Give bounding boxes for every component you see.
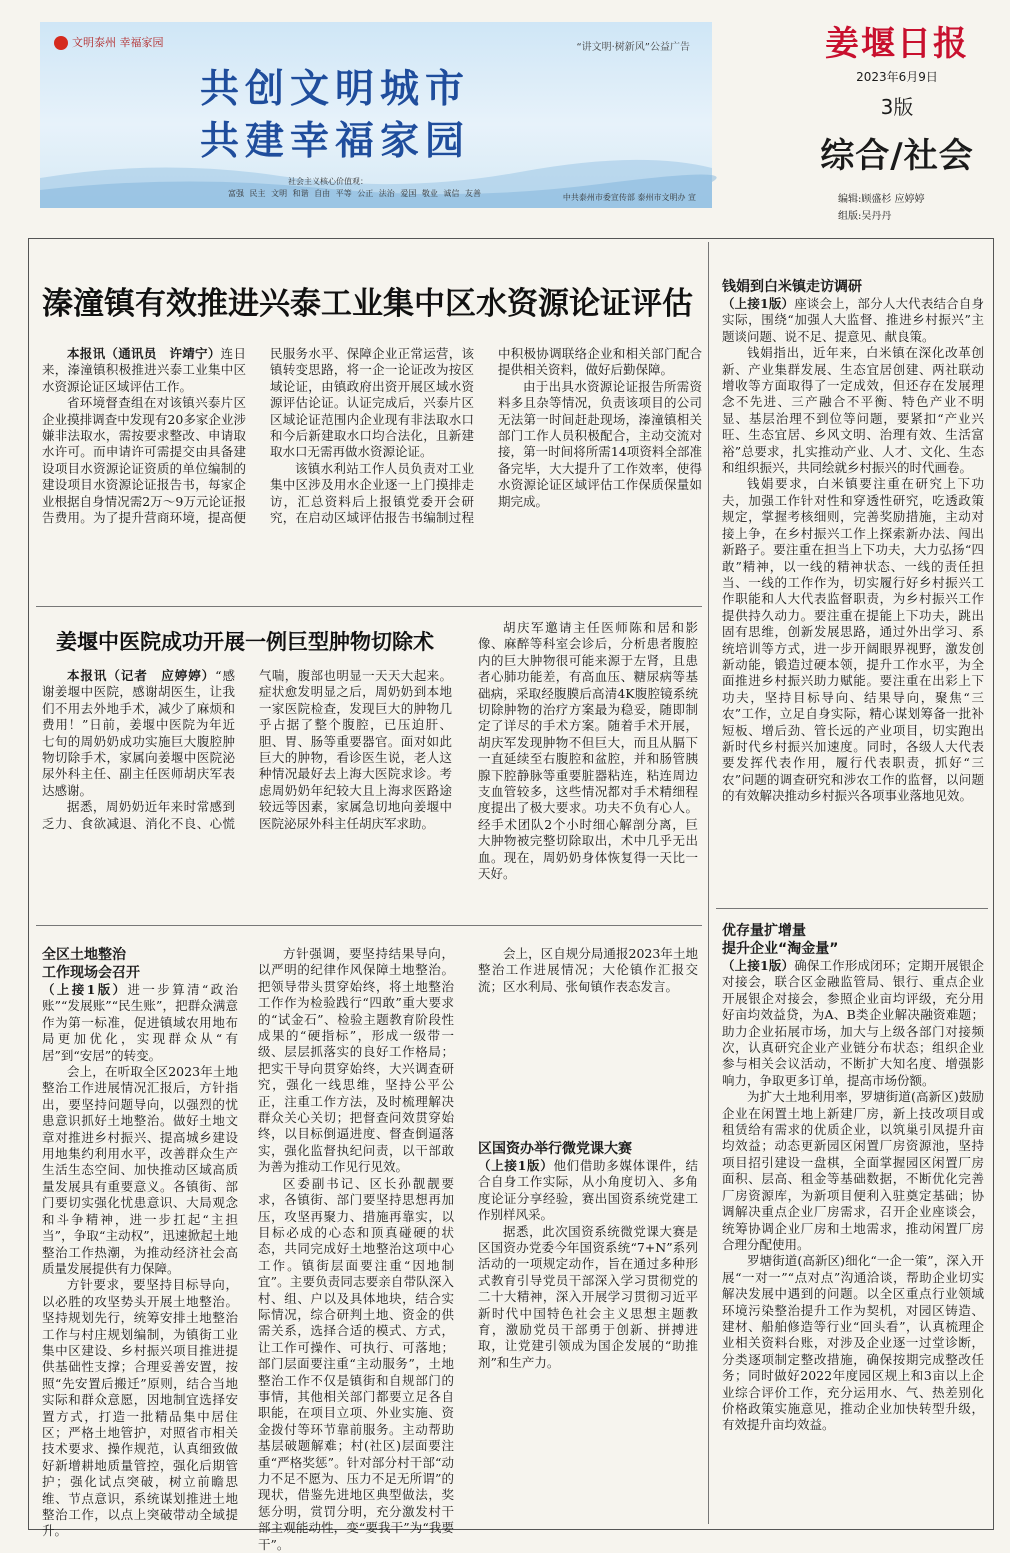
article4-headline: 区国资办举行微党课大赛 bbox=[478, 1141, 632, 1157]
page-number: 3版 bbox=[880, 95, 914, 119]
article6-title bbox=[722, 922, 984, 958]
article4-paragraph: 据悉，此次国资系统微党课大赛是区国资办党委今年国资系统“7+N”系列活动的一项规定动作，旨在通过多种形式教育引导党员干部深入学习贯彻党的二十大精神，深入开展学习贯彻习近平新时代中国特色社会主义思想主题教育，激励党员干部勇于创新、拼搏进取，让党建引领成为国企发展的“助推剂”和生产力。 bbox=[478, 1223, 698, 1370]
article3-paragraph: 方针要求，要坚持目标导向，以必胜的攻坚势头开展土地整治。坚持规划先行，统筹安排土地整治工作与村庄规划编制，为镇街工业集中区建设、乡村振兴项目推进提供基础性支撑；合理妥善安置，按照“先安置后搬迁”原则，结合当地实际和群众意愿，因地制宜选择安置方式，打造一批精品集中居住区；严格土地管护，对照省市相关技术要求、操作规范，认真细致做好新增耕地质量管控，强化后期管护；强化试点突破，树立前瞻思维、节点意识，系统谋划推进土地整治工作，以点上突破带动全域提升。 bbox=[42, 1277, 238, 1539]
article6-column bbox=[722, 922, 984, 1518]
side-divider bbox=[716, 908, 988, 909]
banner-logo-text: 文明泰州 幸福家园 bbox=[72, 36, 164, 49]
article2-paragraph: 据悉，周奶奶近年来时常感到乏力、食欲减退、消化不良、心慌气喘，腹部也明显一天天大起来。症状愈发明显之后，周奶奶到本地一家医院检查，发现巨大的肿物几乎占据了整个腹腔，已压迫肝、胆、胃、肠等重要器官。面对如此巨大的肿物，看诊医生说，老人这种情况最好去上海大医院求诊。考虑周奶奶年纪较大且上海求医路途较远等因素，家属急切地向姜堰中医院泌尿外科主任胡庆军求助。 bbox=[42, 668, 452, 831]
article3-body-c bbox=[478, 946, 698, 1124]
article1-body bbox=[42, 346, 702, 578]
article4-paragraph: （上接1版）他们借助多媒体课件，结合自身工作实际，从小角度切入、多角度论证分享经验，赛出国资系统党建工作别样风采。 bbox=[478, 1158, 698, 1223]
issue-date: 2023年6月9日 bbox=[856, 70, 938, 84]
article5-paragraph: 钱娟指出，近年来，白米镇在深化改革创新、产业集群发展、生态宜居创建、两社联动增收等方面取得了一定成效，但还存在发展理念不先进、三产融合不平衡、特色产业不明显、基层治理不到位等问题，要紧扣“产业兴旺、生态宜居、乡风文明、治理有效、生活富裕”总要求，扎实推动产业、人才、文化、生态和组织振兴，共同绘就乡村振兴的时代画卷。 bbox=[722, 345, 984, 476]
article3-title-line1: 全区土地整治 bbox=[42, 947, 126, 963]
article5-paragraph: （上接1版）座谈会上，部分人大代表结合自身实际，围绕“加强人大监督、推进乡村振兴”主题谈问题、说不足、提意见、献良策。 bbox=[722, 296, 984, 344]
article1-paragraph: 由于出具水资源论证报告所需资料多且杂等情况，负责该项目的公司无法第一时间赶赴现场，溱潼镇相关部门工作人员积极配合，主动交流对接，第一时间将所需14项资料全部准备完毕，大大提升了工作效率，使得水资源论证区域评估工作保质保量如期完成。 bbox=[498, 378, 702, 509]
banner-values-title: 社会主义核心价值观： bbox=[288, 177, 368, 186]
article1-headline: 溱潼镇有效推进兴泰工业集中区水资源论证评估 bbox=[42, 286, 693, 322]
banner-ad-tag: “讲文明·树新风”公益广告 bbox=[576, 42, 690, 53]
article6-paragraph: 为扩大土地利用率，罗塘街道(高新区)鼓励企业在闲置土地上新建厂房，新上技改项目或租赁给有需求的优质企业，以筑巢引凤提升亩均效益；动态更新园区闲置厂房资源池，坚持项目招引建设一盘棋，全面掌握园区闲置厂房面积、层高、租金等基础数据，不断优化完善厂房资源库，为新项目便利入驻奠定基础；协调解决重点企业厂房需求，召开企业座谈会，统筹协调企业厂房和土地需求，推动闲置厂房合理分配使用。 bbox=[722, 1089, 984, 1252]
article3-lead: （上接1版） bbox=[42, 982, 128, 997]
section-title: 综合/社会 bbox=[820, 136, 974, 176]
article4-lead: （上接1版） bbox=[478, 1158, 554, 1173]
article3-paragraph: （上接1版）进一步算清“政治账”“发展账”“民生账”，把群众满意作为第一标准，促进镇域农用地布局更加优化，实现群众从“有居”到“安居”的转变。 bbox=[42, 982, 238, 1063]
banner-headline-line2: 共建幸福家园 bbox=[200, 119, 471, 164]
article3-paragraph: 会上，区自规分局通报2023年土地整治工作进展情况；大伦镇作汇报交流；区水利局、张甸镇作表态发言。 bbox=[478, 946, 698, 994]
article5-paragraph: 钱娟要求，白米镇要注重在研究上下功夫，加强工作针对性和穿透性研究，吃透政策规定，掌握考核细则，完善奖励措施，主动对接上争，在乡村振兴工作上探索新办法、闯出新路子。要注重在担当上下功夫，大力弘扬“四敢”精神，以一线的精神状态、一线的责任担当、一线的工作作为，切实履行好乡村振兴工作职能和人大代表监督职责，为乡村振兴工作提供持久动力。要注重在提能上下功夫，跳出固有思维，创新发展思路，通过外出学习、系统培训等方式，进一步开阔眼界视野，激发创新动能，锻造过硬本领，提升工作水平，为全面推进乡村振兴助力赋能。要注重在出彩上下功夫，坚持目标导向、结果导向，聚焦“三农”工作，立足自身实际，精心谋划筹备一批补短板、增后劲、管长远的产业项目，切实跑出新时代乡村振兴加速度。同时，各级人大代表要发挥代表作用，履行代表职责，抓好“三农”问题的调查研究和涉农工作的监督，以问题的有效解决推动乡村振兴各项事业落地见效。 bbox=[722, 476, 984, 804]
article1-paragraph: 本报讯（通讯员 许靖宁）连日来，溱潼镇积极推进兴泰工业集中区水资源论证区域评估工作。 bbox=[42, 346, 246, 394]
article3-paragraph: 会上，在听取全区2023年土地整治工作进展情况汇报后，方针指出，要坚持问题导向，以强烈的忧患意识抓好土地整治。做好土地文章对推进乡村振兴、提高城乡建设用地集约利用水平，改善群众生产生活生态空间、加快推动区域高质量发展具有重要意义。各镇街、部门要切实强化忧患意识、大局观念和斗争精神，进一步扛起“主担当”，争取“主动权”，迅速掀起土地整治工作热潮，为推动经济社会高质量发展提供有力保障。 bbox=[42, 1064, 238, 1276]
article6-lead: （上接1版） bbox=[722, 958, 795, 973]
article-divider-2 bbox=[36, 925, 702, 926]
paper-name: 姜堰日报 bbox=[825, 24, 969, 64]
article1-byline: 本报讯（通讯员 许靖宁） bbox=[67, 346, 221, 361]
article3-body-a bbox=[42, 982, 238, 1540]
article4-column bbox=[478, 1140, 698, 1516]
banner-headline-line1: 共创文明城市 bbox=[200, 67, 471, 112]
layout-editor: 组版:吴丹丹 bbox=[838, 211, 892, 222]
article3-title-line2: 工作现场会召开 bbox=[42, 965, 140, 981]
editor-credits bbox=[812, 191, 982, 225]
article5-headline: 钱娟到白米镇走访调研 bbox=[722, 279, 862, 295]
article2-paragraph: 胡庆军邀请主任医师陈和居和影像、麻醉等科室会诊后，分析患者腹腔内的巨大肿物很可能来源于左肾，且患者心肺功能差，有高血压、糖尿病等基础病，采取经腹膜后高清4K腹腔镜系统切除肿物的治疗方案最为稳妥，随即制定了详尽的手术方案。随着手术开展，胡庆军发现肿物不但巨大，而且从膈下一直延续至右腹腔和盆腔，并和肠管胰腺下腔静脉等重要脏器粘连，粘连周边支血管较多，这些情况都对手术精细程度提出了极大要求。功夫不负有心人。经手术团队2个小时细心解剖分离，巨大肿物被完整切除取出，术中几乎无出血。现在，周奶奶身体恢复得一天比一天好。 bbox=[478, 620, 698, 882]
article6-title-line2: 提升企业“淘金量” bbox=[722, 941, 839, 957]
column-divider bbox=[708, 242, 709, 1524]
article1-paragraph: 该镇水利站工作人员负责对工业集中区涉及用水企业逐一上门摸排走访，汇总资料后上报镇党委开会研究，在启动区域评估报告书编制过程中积极协调联络企业和相关部门配合提供相关资料，做好后勤保障。 bbox=[270, 346, 702, 526]
article6-title-line1: 优存量扩增量 bbox=[722, 923, 806, 939]
article2-byline: 本报讯（记者 应婷婷） bbox=[67, 668, 216, 683]
editors: 编辑:顾盛杉 应婷婷 bbox=[838, 194, 925, 205]
article-divider-1 bbox=[36, 606, 702, 607]
logo-mark-icon bbox=[54, 36, 68, 50]
article2-body-a bbox=[42, 668, 452, 898]
article3-paragraph: 方针强调，要坚持结果导向，以严明的纪律作风保障土地整治。把领导带头贯穿始终，将土地整治工作作为检验践行“四敢”重大要求的“试金石”、检验主题教育阶段性成果的“硬指标”，形成一级带一级、层层抓落实的良好工作格局；把实干导向贯穿始终，大兴调查研究，强化一线思维，坚持公平公正，注重工作方法，及时梳理解决群众关心关切；把督查问效贯穿始终，以目标倒逼进度、督查倒逼落实，强化监督执纪问责，以干部敢为善为推动工作见行见效。 bbox=[258, 946, 454, 1175]
article2-paragraph: 本报讯（记者 应婷婷）“感谢姜堰中医院，感谢胡医生，让我们不用去外地手术，减少了麻烦和费用！”日前，姜堰中医院为年近七旬的周奶奶成功实施巨大腹腔肿物切除手术，家属向姜堰中医院泌尿外科主任、副主任医师胡庆军表达感谢。 bbox=[42, 668, 235, 798]
masthead bbox=[812, 24, 982, 225]
article6-paragraph: 罗塘街道(高新区)细化“一企一策”，深入开展“一对一”“点对点”沟通洽谈，帮助企业切实解决发展中遇到的问题。以全区重点行业领域环境污染整治提升工作为契机，对园区铸造、建材、船舶修造等行业“回头看”，认真梳理企业相关资料台账，对涉及企业逐一过堂诊断，分类逐项制定整改措施，确保按期完成整改任务；同时做好2022年度园区规上和3亩以上企业综合评价工作，充分运用水、气、热差别化价格政策实施意见，推动企业加快转型升级，有效提升亩均效益。 bbox=[722, 1253, 984, 1433]
article2-headline: 姜堰中医院成功开展一例巨型肿物切除术 bbox=[56, 630, 434, 654]
banner-logo bbox=[54, 34, 164, 50]
article3-title bbox=[42, 946, 238, 982]
article5-lead: （上接1版） bbox=[722, 296, 795, 311]
public-service-ad-banner bbox=[40, 22, 712, 208]
article4-body bbox=[478, 1158, 698, 1371]
banner-sponsor: 中共泰州市委宣传部 泰州市文明办 宣 bbox=[562, 193, 696, 202]
article3-body-b bbox=[258, 946, 454, 1552]
article5-body bbox=[722, 296, 984, 805]
article2-body-b bbox=[478, 620, 698, 900]
article1-paragraph: 省环境督查组在对该镇兴泰片区企业摸排调查中发现有20多家企业涉嫌非法取水，需按要求整改、申请取水许可。而申请许可需提交由具备建设项目水资源论证资质的单位编制的建设项目水资源论证报告书，每家企业根据自身情况需2万～9万元论证报告费用。为了提升营商环境，提高便民服务水平、保障企业正常运营，该镇转变思路，将一企一论证改为按区域论证，由镇政府出资开展区域水资源评估论证。认证完成后，兴泰片区区域论证范围内企业现有非法取水口和今后新建取水口均合法化，且新建取水口无需再做水资源论证。 bbox=[42, 346, 474, 526]
article6-paragraph: （上接1版）确保工作形成闭环；定期开展银企对接会，联合区金融监管局、银行、重点企业开展银企对接会，参照企业亩均评级，充分用好亩均效益贷，为A、B类企业解决融资难题；助力企业拓展市场，加大与上级各部门对接频次，认真研究企业产业链分布状态；组织企业参与相关会议活动，不断扩大知名度、增强影响力，争取更多订单，提高市场份额。 bbox=[722, 958, 984, 1088]
article3-paragraph: 区委副书记、区长孙靓靓要求，各镇街、部门要坚持思想再加压，攻坚再聚力、措施再靠实，以目标必成的心态和顶真碰硬的状态，共同完成好土地整治这项中心工作。镇街层面要注重“因地制宜”。主要负责同志要亲自带队深入村、组、户以及具体地块，结合实际情况，综合研判土地、资金的供需关系，选择合适的模式、方式，让工作可操作、可执行、可落地；部门层面要注重“主动服务”，土地整治工作不仅是镇街和自规部门的事情，其他相关部门都要立足各自职能，在项目立项、外业实施、资金拨付等环节靠前服务。主动帮助基层破题解难；村(社区)层面要注重“严格奖惩”。针对部分村干部“动力不足不愿为、压力不足无所谓”的现状，借鉴先进地区典型做法，奖惩分明，赏罚分明，充分激发村干部主观能动性，变“要我干”为“我要干”。 bbox=[258, 1175, 454, 1552]
banner-values: 富强 民主 文明 和谐 自由 平等 公正 法治 爱国 敬业 诚信 友善 bbox=[228, 189, 481, 198]
article3-column bbox=[42, 946, 238, 1539]
article6-body bbox=[722, 958, 984, 1434]
article5-column bbox=[722, 278, 984, 906]
